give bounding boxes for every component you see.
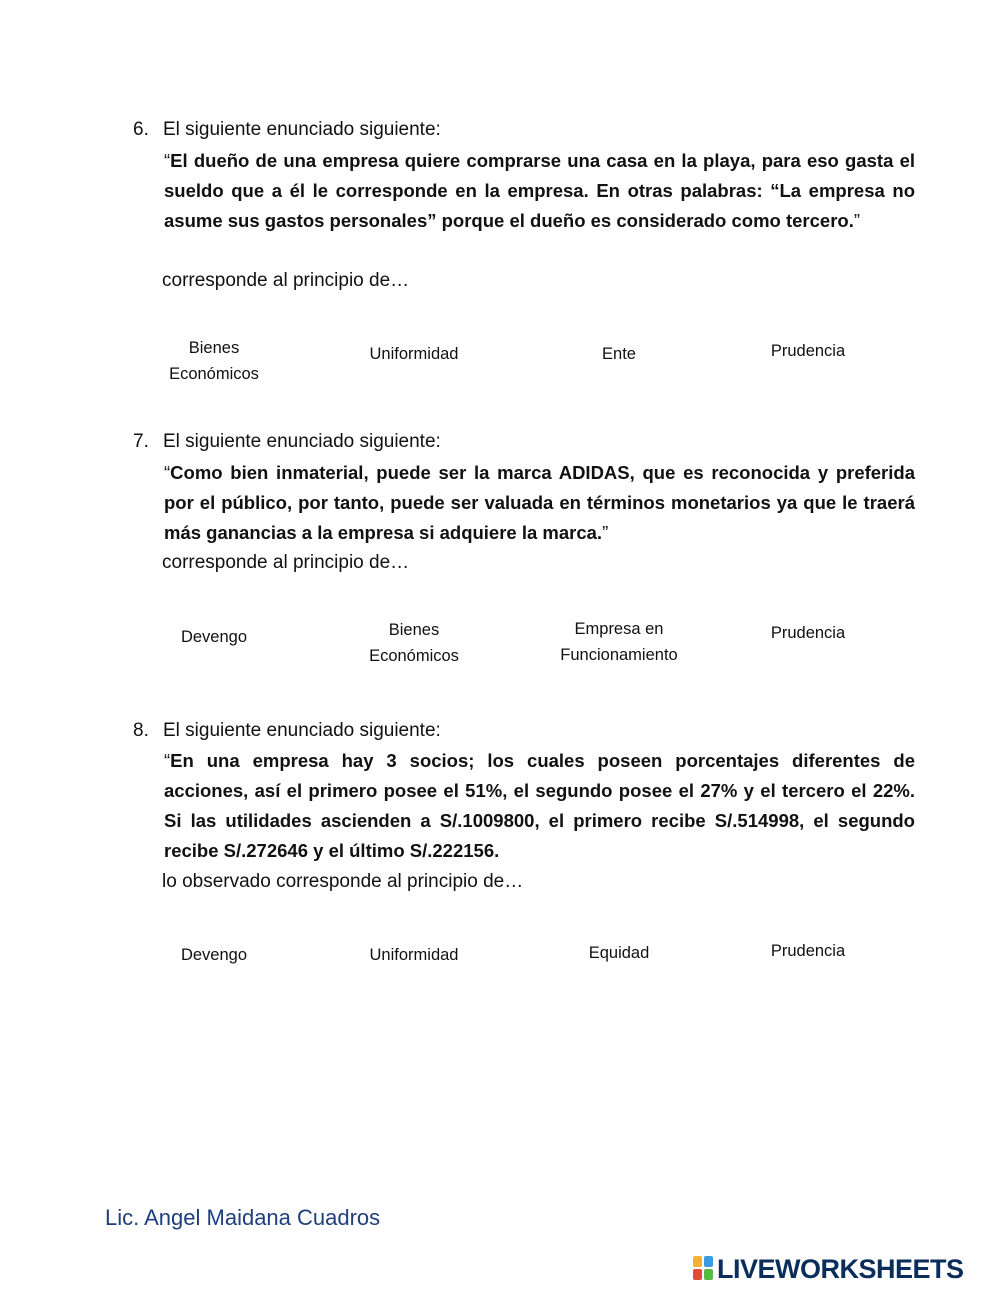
question-number: 6. [133, 119, 149, 140]
quote-open: “ [164, 150, 171, 171]
option-prudencia[interactable] [708, 620, 908, 646]
option-label: Uniformidad [369, 946, 459, 964]
question-number: 7. [133, 431, 149, 452]
option-devengo[interactable] [114, 942, 314, 968]
question-heading [133, 430, 441, 454]
question-lead: lo observado corresponde al principio de… [162, 871, 524, 892]
option-label: Uniformidad [369, 345, 459, 363]
question-heading-text: El siguiente enunciado siguiente: [163, 431, 441, 452]
option-label: Prudencia [770, 624, 846, 642]
liveworksheets-brand[interactable] [693, 1252, 964, 1286]
option-uniformidad[interactable] [314, 341, 514, 367]
quote-close: ” [602, 522, 609, 543]
quote-open: “ [164, 462, 171, 483]
statement-text: El dueño de una empresa quiere comprarse una casa en la playa, para eso gasta el sueldo que a él le corresponde en la empresa. En otras palabras: “La empresa no asume sus gastos personales” porque el dueño es considerado como tercero. [164, 150, 915, 231]
option-label: Empresa en Funcionamiento [560, 620, 678, 664]
option-prudencia[interactable] [708, 338, 908, 364]
option-label: Ente [602, 345, 636, 363]
option-label: Prudencia [770, 942, 846, 960]
statement-text: En una empresa hay 3 socios; los cuales poseen porcentajes diferentes de acciones, así el primero posee el 51%, el segundo posee el 27% y el tercero el 22%. Si las utilidades ascienden a S/.1009800, el primero recibe S/.514998, el segundo recibe S/.272646 y el último S/.222156. [164, 750, 915, 861]
option-prudencia[interactable] [708, 938, 908, 964]
option-uniformidad[interactable] [314, 942, 514, 968]
option-label: Equidad [588, 944, 650, 962]
question-statement [164, 746, 915, 866]
option-label: Devengo [180, 628, 248, 646]
option-equidad[interactable] [519, 940, 719, 966]
question-heading [133, 719, 441, 743]
brand-name: LIVEWORKSHEETS [717, 1253, 964, 1284]
question-lead: corresponde al principio de… [162, 270, 410, 291]
option-devengo[interactable] [114, 624, 314, 650]
option-label: Bienes Económicos [369, 621, 459, 665]
question-heading [133, 118, 441, 142]
option-label: Prudencia [770, 342, 846, 360]
option-ente[interactable] [519, 341, 719, 367]
question-statement [164, 458, 915, 548]
question-heading-text: El siguiente enunciado siguiente: [163, 119, 441, 140]
question-number: 8. [133, 720, 149, 741]
option-bienes-economicos[interactable] [114, 335, 314, 387]
liveworksheets-logo-icon [693, 1256, 715, 1282]
quote-open: “ [164, 750, 171, 771]
statement-text: Como bien inmaterial, puede ser la marca ADIDAS, que es reconocida y preferida por el público, por tanto, puede ser valuada en términos monetarios ya que le traerá más ganancias a la empresa si adquiere la marca. [164, 462, 915, 543]
option-label: Devengo [180, 946, 248, 964]
option-empresa-en-funcionamiento[interactable] [519, 616, 719, 668]
author-name: Lic. Angel Maidana Cuadros [105, 1205, 381, 1230]
quote-close: ” [853, 210, 861, 231]
question-heading-text: El siguiente enunciado siguiente: [163, 720, 441, 741]
option-label: Bienes Económicos [169, 339, 259, 383]
question-statement [164, 146, 915, 236]
option-bienes-economicos[interactable] [314, 617, 514, 669]
question-lead: corresponde al principio de… [162, 552, 410, 573]
